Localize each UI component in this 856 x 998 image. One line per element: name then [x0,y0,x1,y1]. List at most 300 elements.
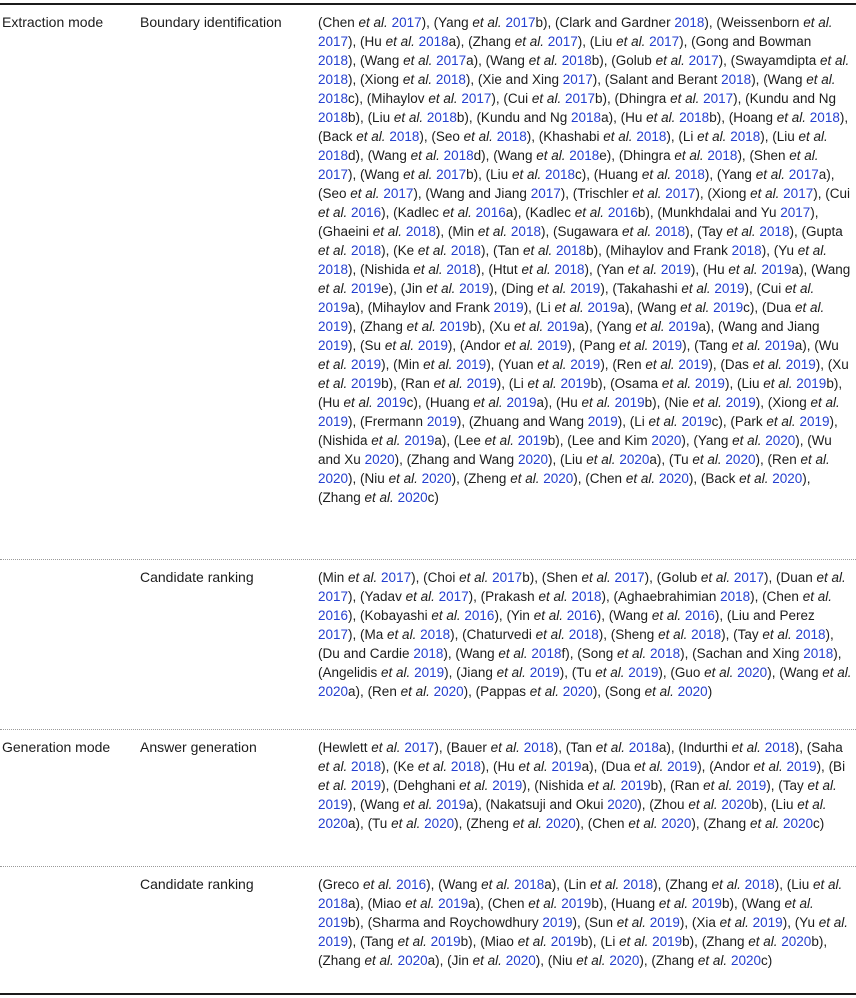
et-al-text: et al. [746,186,780,201]
citation-year-link[interactable]: 2019 [351,778,382,793]
citation-year-link[interactable]: 2019 [678,357,709,372]
et-al-text: et al. [599,129,633,144]
citation-year-link[interactable]: 2019 [439,319,470,334]
citation-year-link[interactable]: 2019 [318,797,349,812]
et-al-text: et al. [735,471,769,486]
et-al-text: et al. [670,148,704,163]
citation-year-link[interactable]: 2019 [694,376,725,391]
citation-year-link[interactable]: 2020 [318,684,349,699]
citation-year-link[interactable]: 2019 [351,376,382,391]
citation-year-link[interactable]: 2018 [623,877,654,892]
et-al-text: et al. [429,376,463,391]
citation-year-link[interactable]: 2018 [809,110,840,125]
citation-year-link[interactable]: 2019 [459,281,490,296]
et-al-text: et al. [727,338,761,353]
citation-year-link[interactable]: 2017 [649,34,680,49]
citation-year-link[interactable]: 2018 [318,148,349,163]
citation-year-link[interactable]: 2019 [318,414,349,429]
citation-year-link[interactable]: 2019 [351,281,382,296]
citation-year-link[interactable]: 2019 [587,414,618,429]
citation-year-link[interactable]: 2019 [714,281,745,296]
citation-year-link[interactable]: 2019 [404,433,435,448]
citation-year-link[interactable]: 2018 [523,740,554,755]
citation-year-link[interactable]: 2019 [725,395,756,410]
citation-year-link[interactable]: 2019 [550,934,581,949]
citation-year-link[interactable]: 2018 [655,224,686,239]
citation-year-link[interactable]: 2019 [506,395,537,410]
et-al-text: et al. [793,243,827,258]
citation-year-link[interactable]: 2020 [543,471,574,486]
citation-year-link[interactable]: 2018 [418,34,449,49]
citation-year-link[interactable]: 2019 [660,262,691,277]
citation-year-link[interactable]: 2017 [436,53,467,68]
table-row [0,5,856,559]
citation-year-link[interactable]: 2016 [464,608,495,623]
method-label: Answer generation [140,739,257,755]
et-al-text: et al. [318,759,348,774]
citation-year-link[interactable]: 2019 [318,338,349,353]
et-al-text: et al. [809,877,843,892]
citation-year-link[interactable]: 2019 [691,896,722,911]
citation-year-link[interactable]: 2020 [562,684,593,699]
et-al-text: et al. [762,414,796,429]
citation-year-link[interactable]: 2019 [652,934,683,949]
citation-year-link[interactable]: 2020 [318,471,349,486]
citation-year-link[interactable]: 2020 [545,816,576,831]
et-al-text: et al. [700,665,734,680]
et-al-text: et al. [318,357,348,372]
citation-year-link[interactable]: 2019 [426,414,457,429]
citation-year-link[interactable]: 2019 [668,319,699,334]
et-al-text: et al. [793,797,827,812]
citation-year-link[interactable]: 2020 [397,490,428,505]
citation-year-link[interactable]: 2018 [674,167,705,182]
citation-year-link[interactable]: 2017 [318,34,349,49]
citation-year-link[interactable]: 2020 [721,797,752,812]
citation-year-link[interactable]: 2018 [351,759,382,774]
citation-year-link[interactable]: 2018 [496,129,527,144]
et-al-text: et al. [693,129,727,144]
citation-year-link[interactable]: 2017 [492,570,523,585]
et-al-text: et al. [383,627,417,642]
citation-year-link[interactable]: 2020 [772,471,803,486]
citation-year-link[interactable]: 2020 [658,471,689,486]
citation-year-link[interactable]: 2016 [566,608,597,623]
citation-year-link[interactable]: 2017 [436,167,467,182]
citation-year-link[interactable]: 2019 [764,338,795,353]
et-al-text: et al. [803,778,837,793]
citation-year-link[interactable]: 2018 [318,262,349,277]
citation-year-link[interactable]: 2019 [318,300,349,315]
et-al-text: et al. [624,262,658,277]
citation-year-link[interactable]: 2019 [667,759,698,774]
et-al-text: et al. [651,53,685,68]
citation-year-link[interactable]: 2018 [803,646,834,661]
citations-cell: (Min et al. 2017), (Choi et al. 2017b), (Shen et al. 2017), (Golub et al. 2017), (Duan et al. 2017), (Yadav et al. 2017), (Prakash et al. 2018), (Aghaebrahimian 2018), (Chen et al. 2016), (Kobayashi et al. 2016), (Yin et al. 2016), (Wang et al. 2016), (Liu and Perez 2017), (Ma et al. 2018), (Chaturvedi et al. 2018), (Sheng et al. 2018), (Tay et al. 2018), (Du and Cardie 2018), (Wang et al. 2018f), (Song et al. 2018), (Sachan and Xing 2018), (Angelidis et al. 2019), (Jiang et al. 2019), (Tu et al. 2019), (Guo et al. 2020), (Wang et al. 2020a), (Ren et al. 2020), (Pappas et al. 2020), (Song et al. 2020) [318,570,852,699]
citation-year-link[interactable]: 2019 [785,357,816,372]
et-al-text: et al. [533,357,567,372]
citation-year-link[interactable]: 2018 [571,110,602,125]
et-al-text: et al. [699,778,733,793]
et-al-text: et al. [531,627,565,642]
citation-year-link[interactable]: 2018 [318,72,349,87]
et-al-text: et al. [399,167,433,182]
method-cell [140,738,318,857]
citation-year-link[interactable]: 2020 [505,953,536,968]
citation-year-link[interactable]: 2017 [318,627,349,642]
citation-year-link[interactable]: 2017 [505,15,536,30]
citation-year-link[interactable]: 2020 [781,934,812,949]
et-al-text: et al. [618,224,652,239]
citation-year-link[interactable]: 2019 [466,376,497,391]
et-al-text: et al. [517,262,551,277]
citation-year-link[interactable]: 2020 [433,684,464,699]
et-al-text: et al. [642,110,676,125]
citation-year-link[interactable]: 2016 [684,608,715,623]
mode-cell [2,875,140,970]
et-al-text: et al. [644,414,678,429]
et-al-text: et al. [381,34,415,49]
citation-year-link[interactable]: 2018 [707,148,738,163]
et-al-text: et al. [746,816,780,831]
citation-year-link[interactable]: 2018 [426,110,457,125]
citation-year-link[interactable]: 2020 [677,684,708,699]
citation-year-link[interactable]: 2017 [547,34,578,49]
et-al-text: et al. [419,357,453,372]
citation-year-link[interactable]: 2019 [517,433,548,448]
et-al-text: et al. [525,684,559,699]
et-al-text: et al. [318,778,348,793]
et-al-text: et al. [727,740,761,755]
et-al-text: et al. [396,684,430,699]
et-al-text: et al. [318,243,348,258]
citation-year-link[interactable]: 2017 [391,15,422,30]
citation-year-link[interactable]: 2019 [570,281,601,296]
citation-year-link[interactable]: 2017 [383,186,414,201]
et-al-text: et al. [377,665,411,680]
citation-year-link[interactable]: 2019 [560,376,591,391]
citation-year-link[interactable]: 2019 [376,395,407,410]
citation-year-link[interactable]: 2019 [681,414,712,429]
et-al-text: et al. [480,433,514,448]
method-cell [140,875,318,970]
mode-label: Generation mode [2,739,111,755]
et-al-text: et al. [722,224,756,239]
citation-year-link[interactable]: 2018 [691,627,722,642]
et-al-text: et al. [688,452,722,467]
citation-year-link[interactable]: 2016 [475,205,506,220]
et-al-text: et al. [360,490,394,505]
citation-year-link[interactable]: 2019 [414,665,445,680]
citation-year-link[interactable]: 2016 [396,877,427,892]
citation-year-link[interactable]: 2020 [730,953,761,968]
citation-year-link[interactable]: 2019 [529,665,560,680]
citation-year-link[interactable]: 2019 [796,376,827,391]
citation-year-link[interactable]: 2018 [561,53,592,68]
et-al-text: et al. [640,684,674,699]
et-al-text: et al. [780,896,814,911]
et-al-text: et al. [799,15,833,30]
et-al-text: et al. [751,167,785,182]
et-al-text: et al. [524,896,558,911]
citation-year-link[interactable]: 2019 [799,414,830,429]
citation-year-link[interactable]: 2017 [530,186,561,201]
citation-year-link[interactable]: 2018 [446,262,477,277]
citation-year-link[interactable]: 2020 [517,452,548,467]
citation-year-link[interactable]: 2018 [531,646,562,661]
et-al-text: et al. [524,53,558,68]
et-al-text: et al. [367,433,401,448]
citations-cell: (Greco et al. 2016), (Wang et al. 2018a), (Lin et al. 2018), (Zhang et al. 2018), (Liu et al. 2018a), (Miao et al. 2019a), (Chen et al. 2019b), (Huang et al. 2019b), (Wang et al. 2019b), (Sharma and Roychowdhury 2019), (Sun et al. 2019), (Xia et al. 2019), (Yu et al. 2019), (Tang et al. 2019b), (Miao et al. 2019b), (Li et al. 2019b), (Zhang et al. 2020b), (Zhang et al. 2020a), (Jin et al. 2020), (Niu et al. 2020), (Zhang et al. 2020c) [318,877,848,968]
citation-year-link[interactable]: 2020 [661,816,692,831]
et-al-text: et al. [688,395,722,410]
citation-year-link[interactable]: 2017 [404,740,435,755]
et-al-text: et al. [519,243,553,258]
citation-year-link[interactable]: 2017 [688,53,719,68]
et-al-text: et al. [387,816,421,831]
et-al-text: et al. [474,224,508,239]
citation-year-link[interactable]: 2020 [318,816,349,831]
citation-year-link[interactable]: 2019 [542,915,573,930]
et-al-text: et al. [724,262,758,277]
citation-year-link[interactable]: 2019 [318,319,349,334]
citation-year-link[interactable]: 2017 [318,167,349,182]
citation-year-link[interactable]: 2019 [551,759,582,774]
et-al-text: et al. [514,759,548,774]
et-al-text: et al. [641,357,675,372]
citation-year-link[interactable]: 2018 [571,589,602,604]
method-label: Candidate ranking [140,569,254,585]
et-al-text: et al. [748,357,782,372]
et-al-text: et al. [469,395,503,410]
citation-year-link[interactable]: 2017 [665,186,696,201]
citation-year-link[interactable]: 2018 [795,627,826,642]
citation-year-link[interactable]: 2019 [620,778,651,793]
et-al-text: et al. [534,589,568,604]
et-al-text: et al. [697,570,731,585]
citation-year-link[interactable]: 2020 [725,452,756,467]
citation-year-link[interactable]: 2019 [752,915,783,930]
citation-year-link[interactable]: 2017 [780,205,811,220]
citation-year-link[interactable]: 2018 [759,224,790,239]
citation-year-link[interactable]: 2018 [514,877,545,892]
citation-year-link[interactable]: 2019 [713,300,744,315]
et-al-text: et al. [523,376,557,391]
et-al-text: et al. [399,53,433,68]
citation-year-link[interactable]: 2019 [614,395,645,410]
et-al-text: et al. [529,608,563,623]
citation-year-link[interactable]: 2018 [730,129,761,144]
method-label: Candidate ranking [140,876,254,892]
citation-year-link[interactable]: 2019 [492,778,523,793]
et-al-text: et al. [624,816,658,831]
citation-year-link[interactable]: 2019 [561,896,592,911]
citation-year-link[interactable]: 2017 [381,570,412,585]
citation-year-link[interactable]: 2019 [786,759,817,774]
et-al-text: et al. [318,376,348,391]
et-al-text: et al. [773,110,807,125]
citation-year-link[interactable]: 2018 [443,148,474,163]
citation-year-link[interactable]: 2017 [703,91,734,106]
citation-year-link[interactable]: 2019 [430,934,461,949]
et-al-text: et al. [591,665,625,680]
citation-year-link[interactable]: 2020 [424,816,455,831]
citation-year-link[interactable]: 2018 [318,91,349,106]
citation-year-link[interactable]: 2019 [438,896,469,911]
citation-year-link[interactable]: 2018 [554,262,585,277]
citation-year-link[interactable]: 2020 [364,452,395,467]
citation-year-link[interactable]: 2019 [417,338,448,353]
et-al-text: et al. [401,589,435,604]
citation-year-link[interactable]: 2019 [318,915,349,930]
et-al-text: et al. [414,243,448,258]
citation-year-link[interactable]: 2017 [783,186,814,201]
et-al-text: et al. [384,471,418,486]
et-al-text: et al. [528,91,562,106]
citation-year-link[interactable]: 2016 [607,205,638,220]
et-al-text: et al. [744,934,778,949]
citation-year-link[interactable]: 2018 [650,646,681,661]
citation-year-link[interactable]: 2018 [744,877,775,892]
citation-year-link[interactable]: 2019 [628,665,659,680]
et-al-text: et al. [707,877,741,892]
et-al-text: et al. [749,759,783,774]
et-al-text: et al. [592,740,626,755]
et-al-text: et al. [583,778,617,793]
citation-year-link[interactable]: 2017 [614,570,645,585]
citation-year-link[interactable]: 2018 [389,129,420,144]
citation-year-link[interactable]: 2019 [537,338,568,353]
citation-year-link[interactable]: 2018 [318,53,349,68]
table-row [0,729,856,866]
citation-year-link[interactable]: 2018 [568,627,599,642]
et-al-text: et al. [781,281,815,296]
citation-year-link[interactable]: 2020 [397,953,428,968]
citation-year-link[interactable]: 2019 [761,262,792,277]
citation-year-link[interactable]: 2018 [318,896,349,911]
citation-year-link[interactable]: 2019 [736,778,767,793]
citation-year-link[interactable]: 2018 [544,167,576,182]
citation-year-link[interactable]: 2020 [651,433,682,448]
et-al-text: et al. [532,148,566,163]
citation-year-link[interactable]: 2019 [493,300,524,315]
et-al-text: et al. [339,395,373,410]
et-al-text: et al. [494,646,528,661]
citation-year-link[interactable]: 2016 [351,205,382,220]
table-row [0,866,856,979]
citation-year-link[interactable]: 2018 [720,589,751,604]
citations-cell: (Chen et al. 2017), (Yang et al. 2017b), (Clark and Gardner 2018), (Weissenborn et al. 2017), (Hu et al. 2018a), (Zhang et al. 2017), (Liu et al. 2017), (Gong and Bowman 2018), (Wang et al. 2017a), (Wang et al. 2018b), (Golub et al. 2017), (Swayamdipta et al. 2018), (Xiong et al. 2018), (Xie and Xing 2017), (Salant and Berant 2018), (Wang et al. 2018c), (Mihaylov et al. 2017), (Cui et al. 2017b), (Dhingra et al. 2017), (Kundu and Ng 2018b), (Liu et al. 2018b), (Kundu and Ng 2018a), (Hu et al. 2018b), (Hoang et al. 2018), (Back et al. 2018), (Seo et al. 2018), (Khashabi et al. 2018), (Li et al. 2018), (Liu et al. 2018d), (Wang et al. 2018d), (Wang et al. 2018e), (Dhingra et al. 2018), (Shen et al. 2017), (Wang et al. 2017b), (Liu et al. 2018c), (Huang et al. 2018), (Yang et al. 2017a), (Seo et al. 2017), (Wang and Jiang 2017), (Trischler et al. 2017), (Xiong et al. 2017), (Cui et al. 2016), (Kadlec et al. 2016a), (Kadlec et al. 2016b), (Munkhdalai and Yu 2017), (Ghaeini et al. 2018), (Min et al. 2018), (Sugawara et al. 2018), (Tay et al. 2018), (Gupta et al. 2018), (Ke et al. 2018), (Tan et al. 2018b), (Mihaylov and Frank 2018), (Yu et al. 2018), (Nishida et al. 2018), (Htut et al. 2018), (Yan et al. 2019), (Hu et al. 2019a), (Wang et al. 2019e), (Jin et al. 2019), (Ding et al. 2019), (Takahashi et al. 2019), (Cui et al. 2019a), (Mihaylov and Frank 2019), (Li et al. 2019a), (Wang et al. 2019c), (Dua et al. 2019), (Zhang et al. 2019b), (Xu et al. 2019a), (Yang et al. 2019a), (Wang and Jiang 2019), (Su et al. 2019), (Andor et al. 2019), (Pang et al. 2019), (Tang et al. 2019a), (Wu et al. 2019), (Min et al. 2019), (Yuan et al. 2019), (Ren et al. 2019), (Das et al. 2019), (Xu et al. 2019b), (Ran et al. 2019), (Li et al. 2019b), (Osama et al. 2019), (Liu et al. 2019b), (Hu et al. 2019c), (Huang et al. 2019a), (Hu et al. 2019b), (Nie et al. 2019), (Xiong et al. 2019), (Frermann 2019), (Zhuang and Wang 2019), (Li et al. 2019c), (Park et al. 2019), (Nishida et al. 2019a), (Lee et al. 2019b), (Lee and Kim 2020), (Yang et al. 2020), (Wu and Xu 2020), (Zhang and Wang 2020), (Liu et al. 2020a), (Tu et al. 2020), (Ren et al. 2020), (Niu et al. 2020), (Zheng et al. 2020), (Chen et al. 2020), (Back et al. 2020), (Zhang et al. 2020c) [318,15,851,505]
citation-year-link[interactable]: 2017 [438,589,469,604]
citation-year-link[interactable]: 2017 [788,167,819,182]
citation-year-link[interactable]: 2020 [607,797,638,812]
citation-table [0,3,856,995]
citation-year-link[interactable]: 2019 [587,300,618,315]
citation-year-link[interactable]: 2018 [731,243,762,258]
citation-year-link[interactable]: 2020 [421,471,452,486]
citation-year-link[interactable]: 2020 [765,433,796,448]
et-al-text: et al. [758,627,792,642]
citation-year-link[interactable]: 2018 [721,72,752,87]
citation-year-link[interactable]: 2020 [782,816,814,831]
et-al-text: et al. [794,129,828,144]
citation-year-link[interactable]: 2017 [564,91,596,106]
et-al-text: et al. [655,896,689,911]
citation-year-link[interactable]: 2018 [420,627,451,642]
citation-year-link[interactable]: 2019 [649,915,680,930]
et-al-text: et al. [572,953,606,968]
citation-year-link[interactable]: 2016 [318,608,349,623]
citation-year-link[interactable]: 2017 [318,589,349,604]
et-al-text: et al. [694,953,728,968]
et-al-text: et al. [359,877,393,892]
et-al-text: et al. [401,896,435,911]
citation-year-link[interactable]: 2017 [733,570,764,585]
citation-year-link[interactable]: 2018 [450,759,481,774]
et-al-text: et al. [613,646,647,661]
citation-year-link[interactable]: 2018 [556,243,587,258]
et-al-text: et al. [630,759,664,774]
citation-year-link[interactable]: 2018 [318,110,349,125]
citation-year-link[interactable]: 2018 [569,148,600,163]
et-al-text: et al. [571,205,605,220]
et-al-text: et al. [455,778,489,793]
et-al-text: et al. [814,915,848,930]
et-al-text: et al. [500,338,534,353]
et-al-text: et al. [506,471,540,486]
citation-year-link[interactable]: 2020 [737,665,768,680]
citation-year-link[interactable]: 2019 [436,797,467,812]
et-al-text: et al. [658,376,692,391]
citation-year-link[interactable]: 2017 [461,91,492,106]
et-al-text: et al. [369,224,403,239]
citation-year-link[interactable]: 2018 [628,740,659,755]
citations-cell: (Hewlett et al. 2017), (Bauer et al. 2018), (Tan et al. 2018a), (Indurthi et al. 2018), (Saha et al. 2018), (Ke et al. 2018), (Hu et al. 2019a), (Dua et al. 2019), (Andor et al. 2019), (Bi et al. 2019), (Dehghani et al. 2019), (Nishida et al. 2019b), (Ran et al. 2019), (Tay et al. 2019), (Wang et al. 2019a), (Nakatsuji and Okui 2020), (Zhou et al. 2020b), (Liu et al. 2020a), (Tu et al. 2020), (Zheng et al. 2020), (Chen et al. 2020), (Zhang et al. 2020c) [318,740,846,831]
citation-year-link[interactable]: 2019 [318,934,349,949]
citation-year-link[interactable]: 2020 [609,953,640,968]
citation-year-link[interactable]: 2019 [456,357,487,372]
citation-year-link[interactable]: 2017 [562,72,593,87]
et-al-text: et al. [455,570,489,585]
citation-year-link[interactable]: 2019 [351,357,382,372]
mode-cell [2,568,140,720]
et-al-text: et al. [393,934,427,949]
et-al-text: et al. [459,129,493,144]
citation-year-link[interactable]: 2018 [764,740,795,755]
et-al-text: et al. [785,148,819,163]
citation-year-link[interactable]: 2019 [570,357,601,372]
citation-year-link[interactable]: 2018 [674,15,705,30]
et-al-text: et al. [402,319,436,334]
citation-year-link[interactable]: 2018 [679,110,710,125]
et-al-text: et al. [508,816,542,831]
citation-year-link[interactable]: 2018 [450,243,481,258]
citation-year-link[interactable]: 2020 [619,452,650,467]
citation-year-link[interactable]: 2018 [510,224,541,239]
citation-year-link[interactable]: 2019 [652,338,683,353]
method-cell [140,13,318,550]
citation-year-link[interactable]: 2018 [435,72,466,87]
citation-year-link[interactable]: 2018 [405,224,436,239]
citation-year-link[interactable]: 2018 [413,646,444,661]
citation-year-link[interactable]: 2018 [351,243,382,258]
et-al-text: et al. [684,797,718,812]
et-al-text: et al. [381,338,415,353]
et-al-text: et al. [352,129,386,144]
et-al-text: et al. [344,570,378,585]
citation-year-link[interactable]: 2018 [636,129,667,144]
citation-year-link[interactable]: 2019 [547,319,578,334]
